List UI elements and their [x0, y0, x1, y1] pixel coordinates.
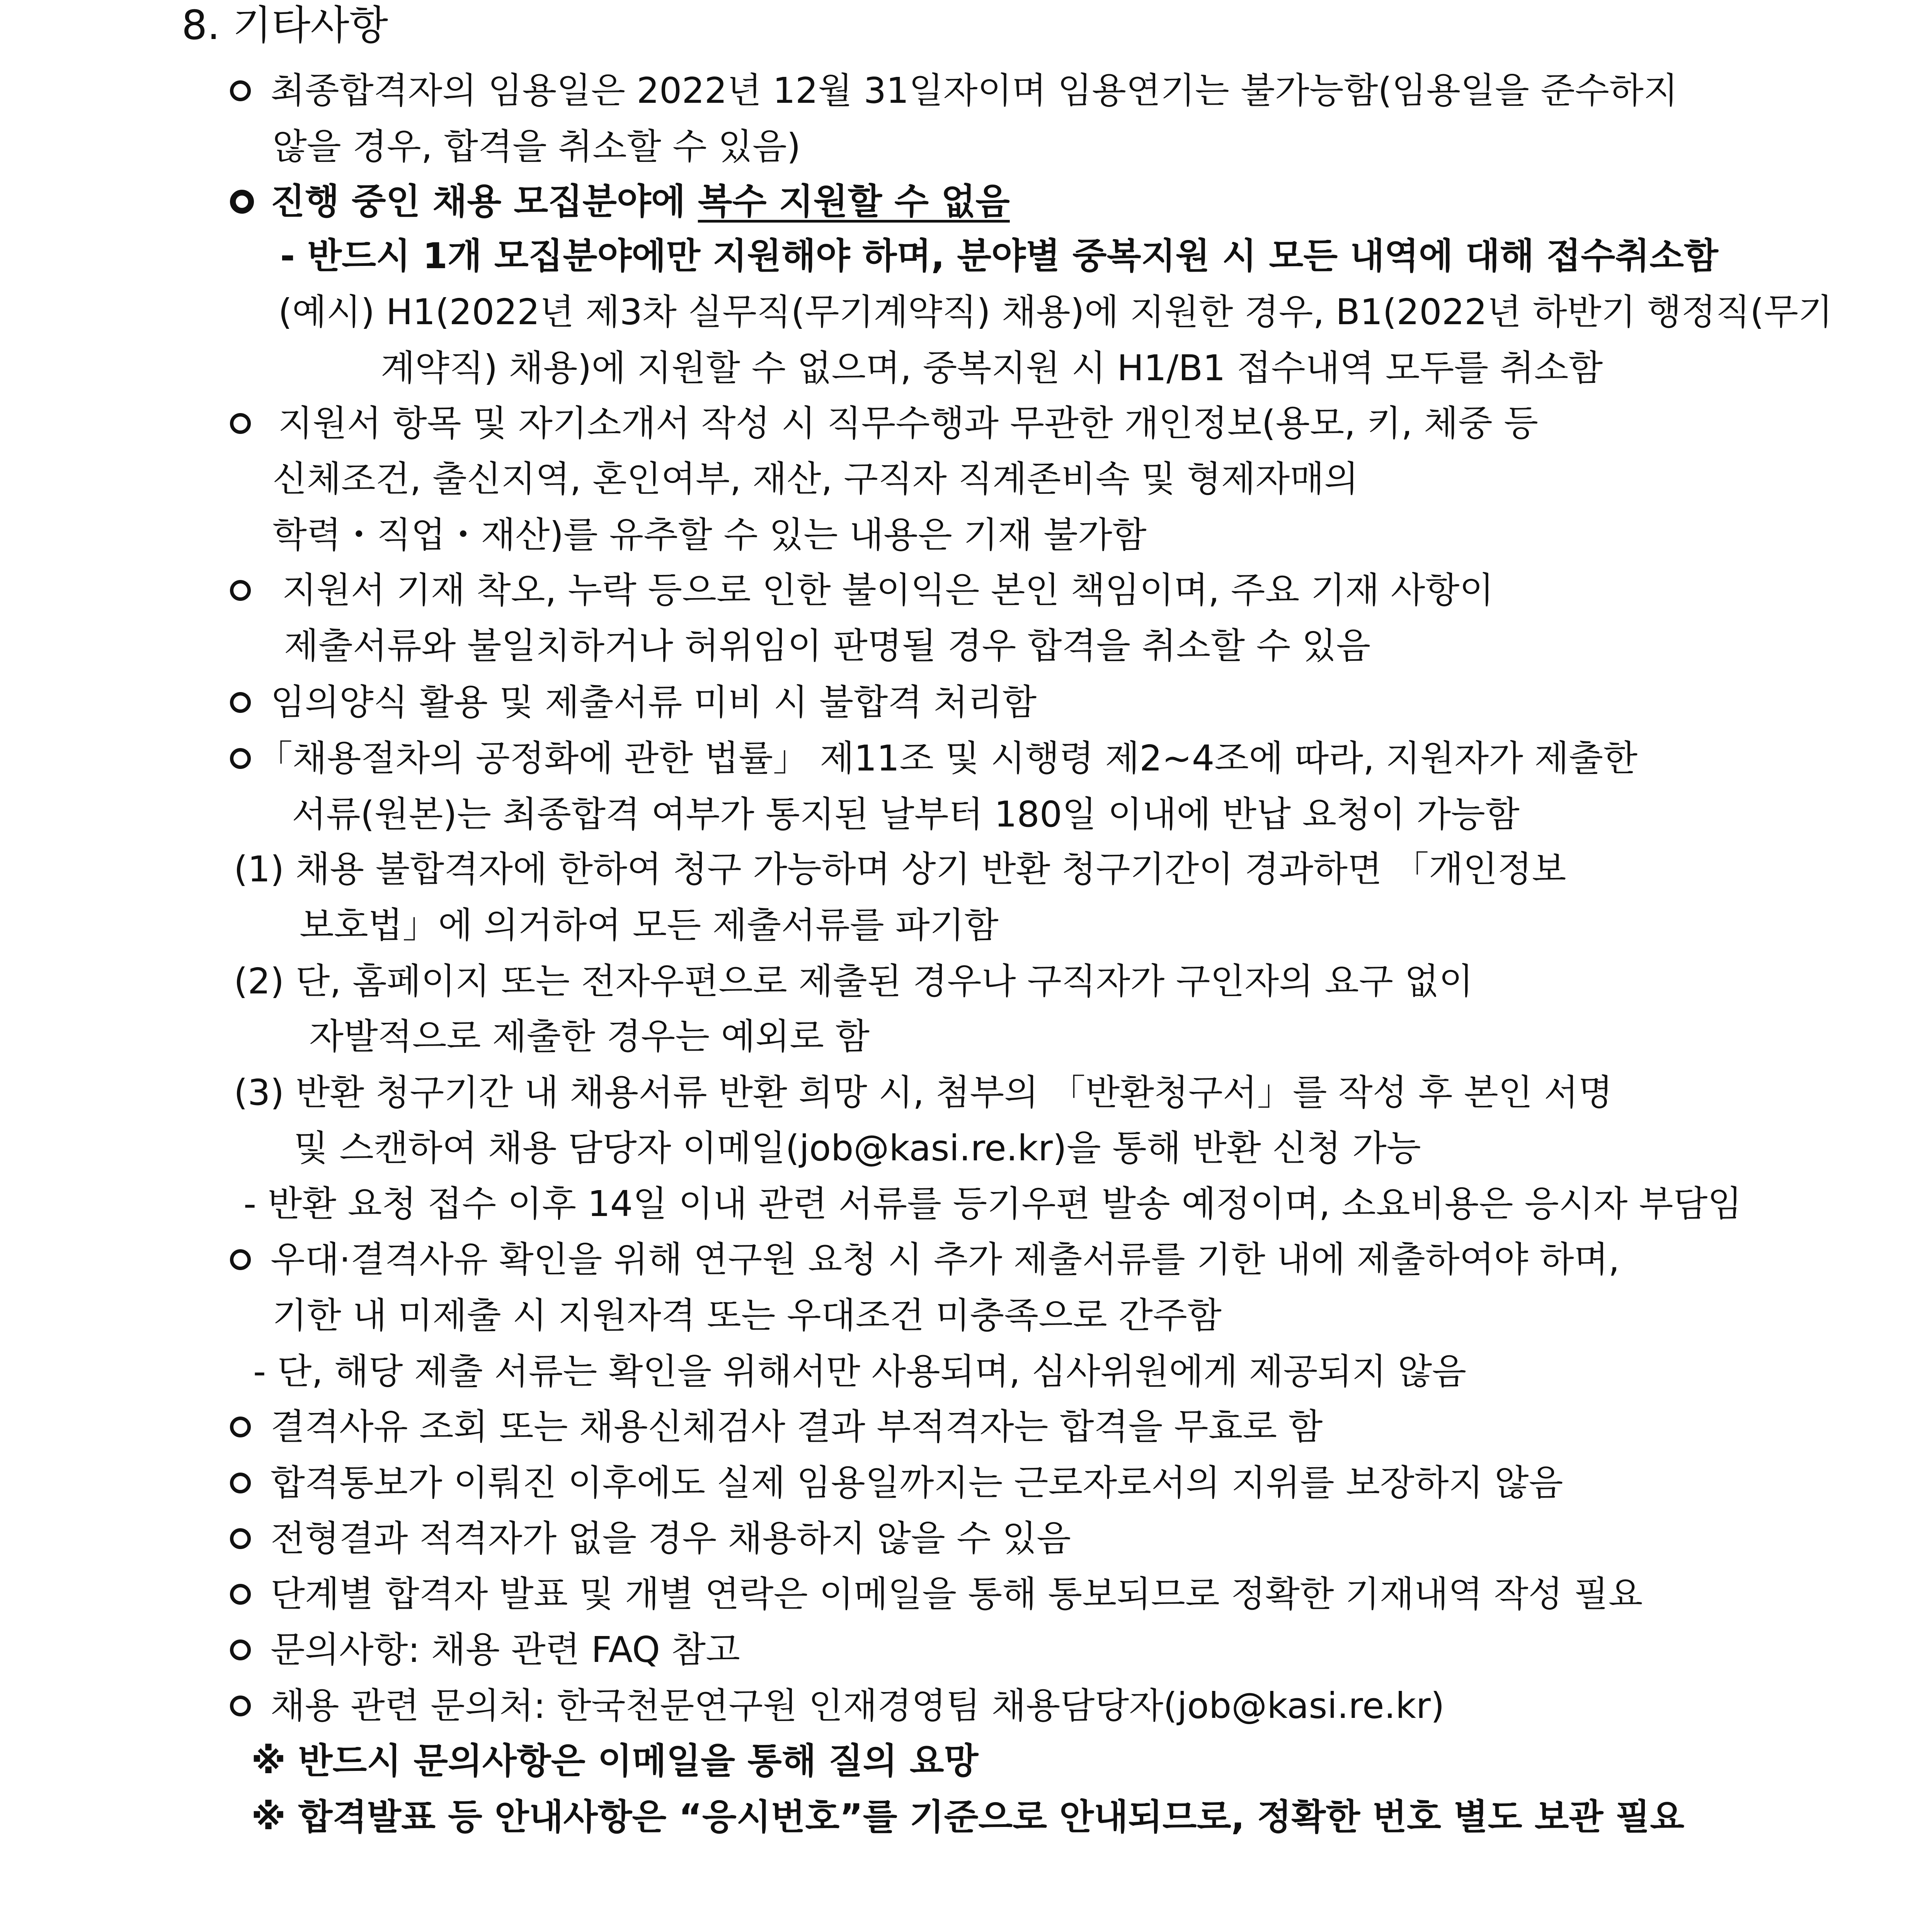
item-11-line: 단계별 합격자 발표 및 개별 연락은 이메일을 통해 통보되므로 정확한 기재내역 작성 필요	[271, 1573, 1643, 1615]
item-5-line: 임의양식 활용 및 제출서류 미비 시 불합격 처리함	[271, 682, 1037, 723]
sub-item-2-line-1: (2) 단, 홈페이지 또는 전자우편으로 제출된 경우나 구직자가 구인자의 요구 없이	[234, 961, 1474, 1002]
sub-item-note: - 반환 요청 접수 이후 14일 이내 관련 서류를 등기우편 발송 예정이며, 소요비용은 응시자 부담임	[243, 1183, 1742, 1225]
bullet-marker	[230, 179, 261, 225]
bullet-marker	[230, 1236, 261, 1283]
item-12-line: 문의사항: 채용 관련 FAQ 참고	[271, 1629, 740, 1670]
item-2-line	[271, 179, 1010, 229]
bullet-marker	[230, 1515, 261, 1562]
item-2-underlined: 복수 지원할 수 없음	[698, 181, 1010, 222]
item-6-line-2: 서류(원본)는 최종합격 여부가 통지된 날부터 180일 이내에 반납 요청이 가능함	[292, 794, 1520, 835]
item-7-line-2: 기한 내 미제출 시 지원자격 또는 우대조건 미충족으로 간주함	[272, 1295, 1222, 1336]
item-7-line-1: 우대·결격사유 확인을 위해 연구원 요청 시 추가 제출서류를 기한 내에 제출하여야 하며,	[271, 1239, 1620, 1280]
item-3-line-1: 지원서 항목 및 자기소개서 작성 시 직무수행과 무관한 개인정보(용모, 키, 체중 등	[278, 403, 1538, 444]
item-10-line: 전형결과 적격자가 없을 경우 채용하지 않을 수 있음	[271, 1518, 1071, 1559]
bullet-marker	[230, 1571, 261, 1617]
bullet-marker	[230, 735, 261, 782]
item-7-note: - 단, 해당 제출 서류는 확인을 위해서만 사용되며, 심사위원에게 제공되지 않음	[253, 1351, 1467, 1392]
item-2-text: 진행 중인 채용 모집분야에	[271, 181, 698, 222]
item-13-line: 채용 관련 문의처: 한국천문연구원 인재경영팀 채용담당자(job@kasi.re.kr)	[271, 1685, 1445, 1726]
item-2-example-1: (예시) H1(2022년 제3차 실무직(무기계약직) 채용)에 지원한 경우, B1(2022년 하반기 행정직(무기	[278, 291, 1833, 333]
item-4-line-1: 지원서 기재 착오, 누락 등으로 인한 불이익은 본인 책임이며, 주요 기재 사항이	[282, 570, 1494, 611]
item-2-example-2: 계약직) 채용)에 지원할 수 없으며, 중복지원 시 H1/B1 접수내역 모두를 취소함	[381, 347, 1603, 389]
note-exam-number: ※ 합격발표 등 안내사항은 “응시번호”를 기준으로 안내되므로, 정확한 번호 별도 보관 필요	[251, 1796, 1685, 1838]
bullet-marker	[230, 400, 261, 447]
sub-item-1-line-2: 보호법」에 의거하여 모든 제출서류를 파기함	[300, 905, 999, 946]
item-3-line-3: 학력・직업・재산)를 유추할 수 있는 내용은 기재 불가함	[272, 514, 1147, 556]
bullet-marker	[230, 679, 261, 726]
section-title: 8. 기타사항	[182, 2, 388, 49]
item-8-line: 결격사유 조회 또는 채용신체검사 결과 부적격자는 합격을 무효로 함	[271, 1406, 1323, 1447]
sub-item-3-line-2: 및 스캔하여 채용 담당자 이메일(job@kasi.re.kr)을 통해 반환 신청 가능	[294, 1128, 1421, 1169]
bullet-marker	[230, 1404, 261, 1450]
sub-item-3-line-1: (3) 반환 청구기간 내 채용서류 반환 희망 시, 첨부의 「반환청구서」를 작성 후 본인 서명	[234, 1072, 1613, 1113]
bullet-marker	[230, 68, 261, 114]
bullet-marker	[230, 1627, 261, 1673]
item-9-line: 합격통보가 이뤄진 이후에도 실제 임용일까지는 근로자로서의 지위를 보장하지 않음	[271, 1462, 1563, 1503]
item-1-line-1: 최종합격자의 임용일은 2022년 12월 31일자이며 임용연기는 불가능함(임용일을 준수하지	[271, 70, 1678, 111]
sub-item-1-line-1: (1) 채용 불합격자에 한하여 청구 가능하며 상기 반환 청구기간이 경과하면 「개인정보	[234, 849, 1566, 890]
item-2-sub: - 반드시 1개 모집분야에만 지원해야 하며, 분야별 중복지원 시 모든 내역에 대해 접수취소함	[280, 235, 1718, 277]
item-1-line-2: 않을 경우, 합격을 취소할 수 있음)	[272, 126, 801, 167]
sub-item-2-line-2: 자발적으로 제출한 경우는 예외로 함	[309, 1016, 870, 1057]
note-email-inquiry: ※ 반드시 문의사항은 이메일을 통해 질의 요망	[251, 1740, 979, 1782]
bullet-marker	[230, 1460, 261, 1506]
item-4-line-2: 제출서류와 불일치하거나 허위임이 판명될 경우 합격을 취소할 수 있음	[284, 625, 1371, 667]
item-6-line-1: 「채용절차의 공정화에 관한 법률」 제11조 및 시행령 제2~4조에 따라, 지원자가 제출한	[257, 738, 1638, 779]
bullet-marker	[230, 567, 261, 614]
bullet-marker	[230, 1683, 261, 1729]
item-3-line-2: 신체조건, 출신지역, 혼인여부, 재산, 구직자 직계존비속 및 형제자매의	[272, 458, 1359, 500]
